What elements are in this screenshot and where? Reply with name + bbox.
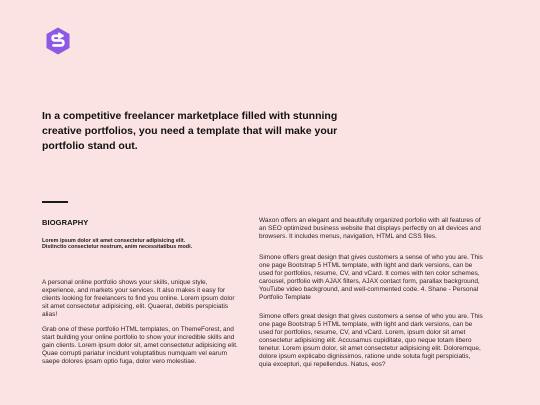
- right-column-paragraph: Waxon offers an elegant and beautifully organized porfolio with all features of an SEO optimized business website that displays perfectly on all devices and browsers. It includes menus, navigation, HTML and CSS files.: [259, 217, 481, 240]
- hexagon-s-logo-icon[interactable]: [46, 27, 70, 55]
- biography-subtitle: Lorem ipsum dolor sit amet consectetur adipisicing elit. Distinctio consectetur nostrum, anim necessitatibus modi.: [42, 238, 193, 251]
- right-column-paragraph: Simone offers great design that gives customers a sense of who you are. This one page Bootstrap 5 HTML template, with light and dark versions, can be used for portfolios, resume, CV, and vCard. Lorem, ipsum dolor sit amet consectetur adipisicing elit. Accusamus cupiditate, quo neque totam libero tenetur. Lorem ipsum dolor, sit amet consectetur adipisicing elit. Doloremque, dolore ipsum explicabo dignissimos, ratione unde soluta fugit perspiciatis, quia excepturi, qui repellendus. Natus, eos?: [259, 313, 483, 368]
- right-column-paragraph: Simone offers great design that gives customers a sense of who you are. This one page Bootstrap 5 HTML template, with light and dark versions, can be used for portfolios, resume, CV, and vCard. It comes with ten color schemes, carousel, portfolio with AJAX filters, AJAX contact form, parallax background, YouTube video background, and well-commented code. 4. Shane - Personal Portfolio Template: [259, 254, 483, 301]
- biography-paragraph: A personal online portfolio shows your skills, unique style, experience, and markets your services. It also makes it easy for clients looking for freelancers to find you online. Lorem ipsum dolor sit amet consectetur adipisicing, elit. Quaerat, debitis perspiciatis alias!: [42, 279, 235, 318]
- hero-headline: In a competitive freelancer marketplace filled with stunning creative portfolios, you need a template that will make your portfolio stand out.: [42, 110, 338, 152]
- section-divider: [42, 201, 68, 203]
- biography-title: BIOGRAPHY: [42, 218, 89, 227]
- biography-paragraph: Grab one of these portfolio HTML templates, on ThemeForest, and start building your online portfolio to show your incredible skills and gain clients. Lorem ipsum dolor sit, amet consectetur adipisicing elit. Quae corrupti pariatur incidunt voluptatibus numquam vel earum saepe dolores ipsam optio fuga, dolor vero molestiae.: [42, 326, 238, 365]
